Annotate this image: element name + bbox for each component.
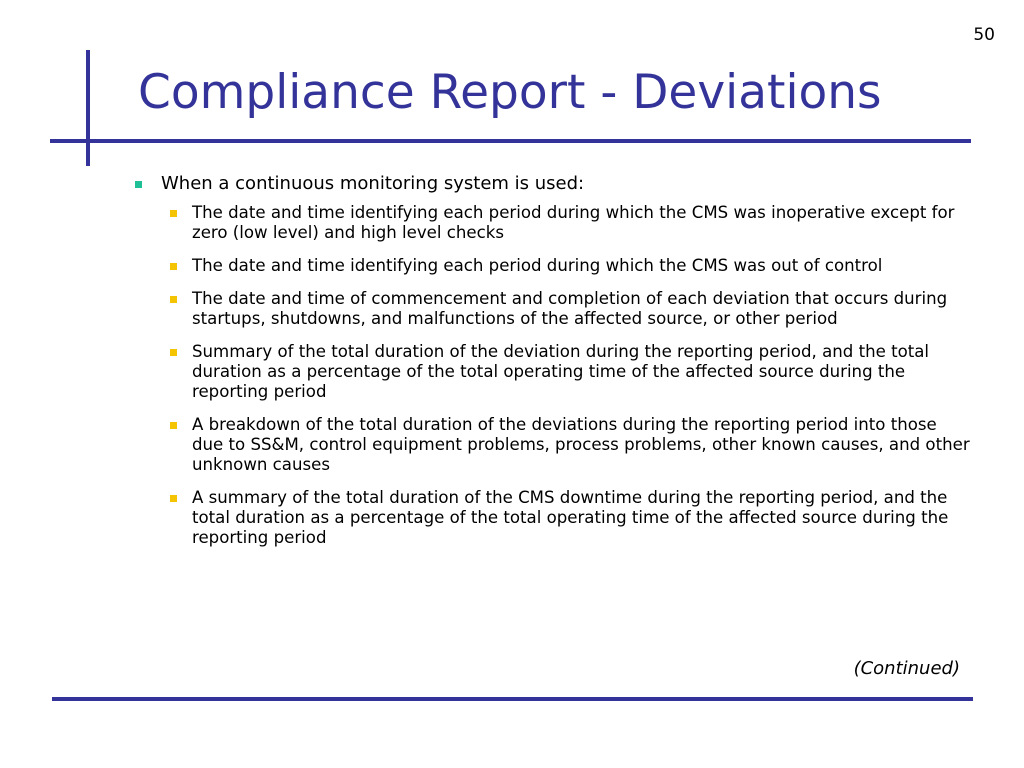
slide-title: Compliance Report - Deviations [138,65,882,120]
sub-bullet-text: The date and time of commencement and completion of each deviation that occurs during startups, shutdowns, and malfunctions of the affected source, or other period [192,289,948,328]
vertical-accent-rule [86,50,90,166]
sub-bullet-text: The date and time identifying each period during which the CMS was inoperative except for zero (low level) and high level checks [192,203,955,242]
footer-rule [52,697,973,701]
sub-bullet-item [166,289,972,329]
square-bullet-icon [170,263,177,270]
main-bullet-text: When a continuous monitoring system is used: [161,173,585,194]
square-bullet-icon [170,422,177,429]
sub-bullet-item [166,488,972,548]
square-bullet-icon [135,181,142,188]
sub-bullet-item [166,256,972,276]
sub-bullet-item [166,203,972,243]
slide-content [135,172,970,561]
square-bullet-icon [170,210,177,217]
main-bullet-point [135,172,965,196]
square-bullet-icon [170,495,177,502]
sub-bullet-item [166,415,972,475]
sub-bullet-text: A breakdown of the total duration of the deviations during the reporting period into those due to SS&M, control equipment problems, process problems, other known causes, and other unknown causes [192,415,970,474]
continued-note: (Continued) [853,658,960,679]
sub-bullet-list [135,203,970,548]
sub-bullet-text: Summary of the total duration of the deviation during the reporting period, and the total duration as a percentage of the total operating time of the affected source during the reporting period [192,342,930,401]
square-bullet-icon [170,349,177,356]
sub-bullet-item [166,342,972,402]
slide-number: 50 [973,25,995,45]
sub-bullet-text: A summary of the total duration of the CMS downtime during the reporting period, and the total duration as a percentage of the total operating time of the affected source during the reporting period [192,488,949,547]
sub-bullet-text: The date and time identifying each period during which the CMS was out of control [192,256,883,275]
square-bullet-icon [170,296,177,303]
title-underline-rule [50,139,971,143]
